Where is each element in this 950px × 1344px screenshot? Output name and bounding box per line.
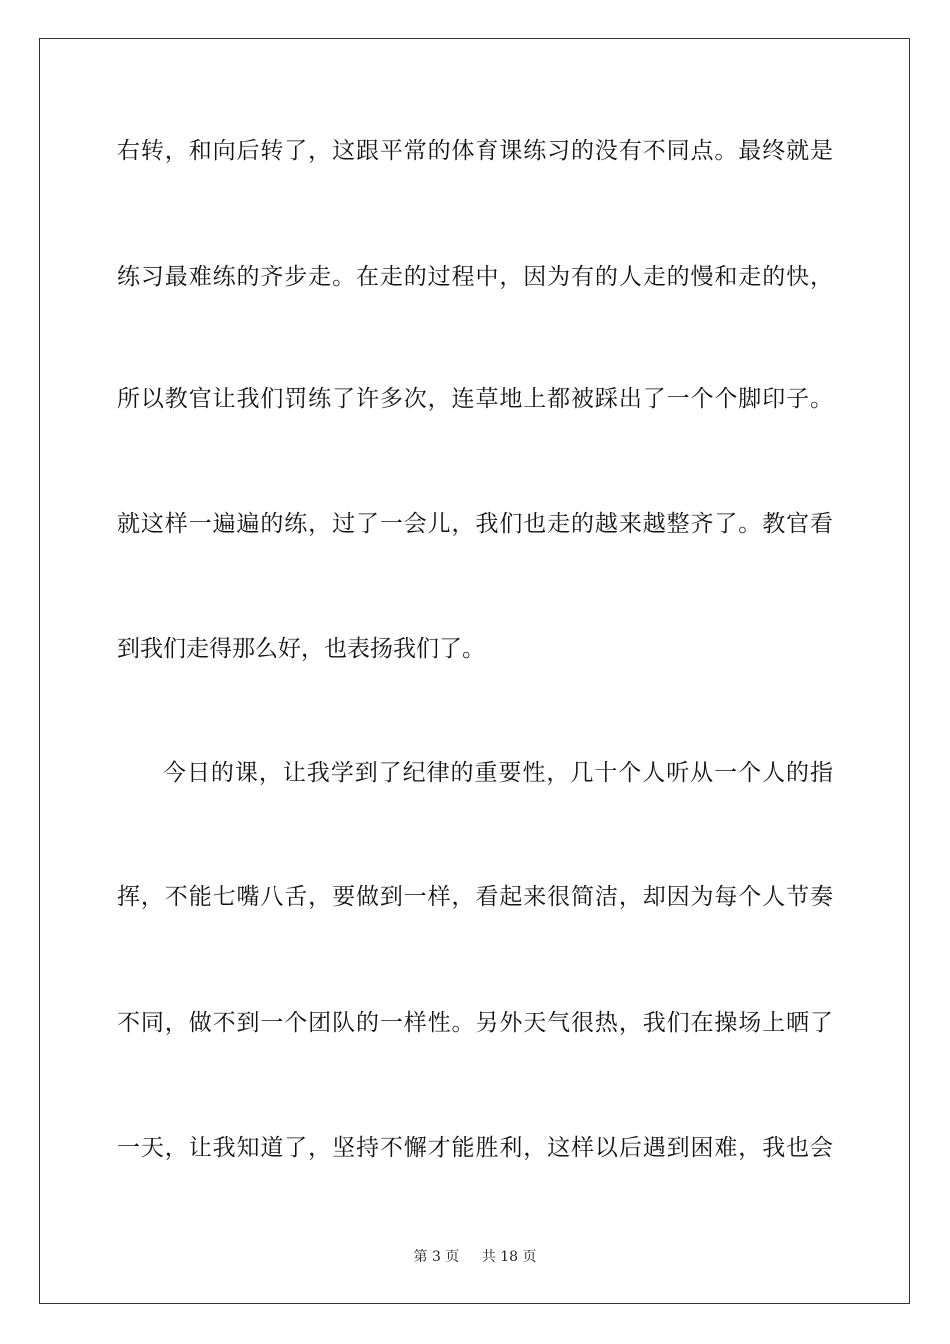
text-line-3: 所以教官让我们罚练了许多次，连草地上都被踩出了一个个脚印子。 xyxy=(117,386,833,412)
page-footer xyxy=(0,1246,950,1266)
text-line-8: 不同，做不到一个团队的一样性。另外天气很热，我们在操场上晒了 xyxy=(117,1010,833,1036)
text-line-2: 练习最难练的齐步走。在走的过程中，因为有的人走的慢和走的快， xyxy=(117,264,833,290)
text-line-1: 右转，和向后转了，这跟平常的体育课练习的没有不同点。最终就是 xyxy=(117,138,833,164)
text-line-4: 就这样一遍遍的练，过了一会儿，我们也走的越来越整齐了。教官看 xyxy=(117,511,833,537)
page-number: 第 3 页 xyxy=(413,1249,460,1265)
text-line-5: 到我们走得那么好，也表扬我们了。 xyxy=(117,636,485,662)
text-line-9: 一天，让我知道了，坚持不懈才能胜利，这样以后遇到困难，我也会 xyxy=(117,1135,833,1161)
page-border xyxy=(39,38,910,1304)
text-line-7: 挥，不能七嘴八舌，要做到一样，看起来很简洁，却因为每个人节奏 xyxy=(117,884,833,910)
paragraph-start-line: 今日的课，让我学到了纪律的重要性，几十个人听从一个人的指 xyxy=(163,760,833,786)
page-total: 共 18 页 xyxy=(481,1249,537,1265)
